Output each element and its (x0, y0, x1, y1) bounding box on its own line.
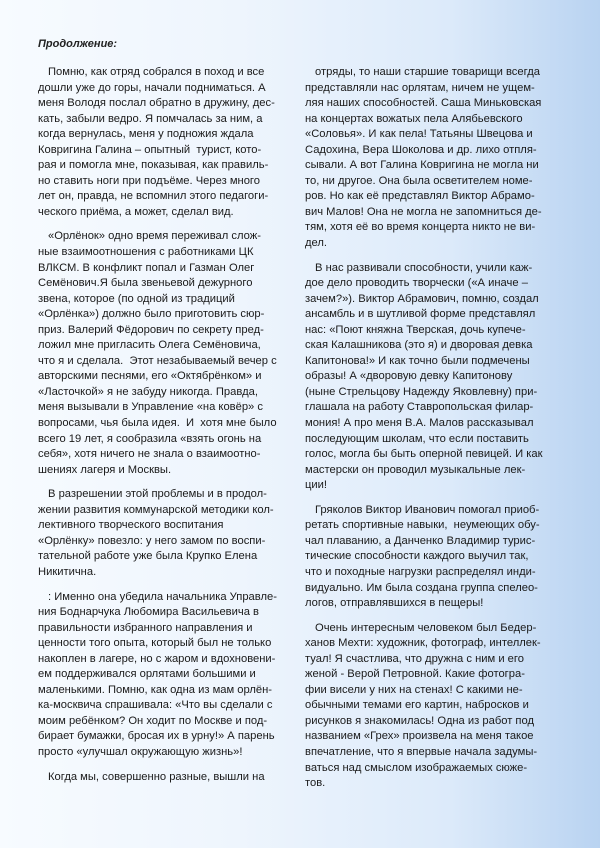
text-line: отряды, то наши старшие товарищи всегда (315, 66, 540, 78)
text-line: тические способности каждого выучил так, (305, 550, 529, 563)
text-line: фии висели у них на стенах! С какими не- (305, 683, 523, 696)
text-line: Никитична. (38, 565, 97, 578)
text-line: Капитонова!» И как точно были подмечены (305, 354, 530, 367)
text-line: ханов Мехти: художник, фотограф, интеллек- (305, 637, 541, 650)
text-line: Гряколов Виктор Иванович помогал приоб- (315, 503, 540, 516)
text-line: маленькими. Помню, как одна из мам орлён- (38, 683, 273, 696)
text-line: ВЛКСМ. В конфликт попал и Газман Олег (38, 261, 255, 274)
text-line: сывали. А вот Галина Ковригина не могла ни (305, 159, 539, 172)
text-line: дошли уже до горы, начали подниматься. А (38, 81, 266, 94)
text-line: глашала на работу Ставропольская филар- (305, 401, 534, 414)
text-line: дел. (305, 237, 328, 250)
text-line: ров. Но как её представлял Виктор Абрамо- (305, 190, 535, 203)
text-line: что я и сделала. Этот незабываемый вечер с (38, 354, 277, 367)
text-line: ценности того опыта, который был не только (38, 637, 272, 650)
text-line: просто «улучшал окружающую жизнь»! (38, 745, 243, 758)
paragraph (38, 487, 296, 580)
text-line: ляя наших способностей. Саша Миньковская (305, 97, 542, 110)
text-line: накоплен в лагере, но с жаром и вдохновени- (38, 652, 276, 665)
text-line: В нас развивали способности, учили каж- (315, 261, 533, 274)
text-line: логов, отправлявшихся в пещеры! (305, 597, 484, 610)
text-line: что и походные нагрузки распределял инди- (305, 565, 536, 578)
text-line: зачем?»). Виктор Абрамович, помню, создал (305, 292, 539, 305)
text-line: Очень интересным человеком был Бедер- (315, 621, 537, 634)
paragraph (38, 65, 296, 220)
paragraph (305, 503, 567, 612)
text-line: Когда мы, совершенно разные, вышли на (48, 770, 265, 783)
text-line: себя», хотя ничего не знала о взаимоотно- (38, 448, 261, 461)
text-line: Садохина, Вера Шоколова и др. лихо отпля- (305, 143, 537, 156)
text-line: меня Володя послал обратно в дружину, дес- (38, 97, 275, 110)
text-line: приз. Валерий Фёдорович по секрету пред- (38, 323, 264, 336)
right-column (305, 65, 567, 792)
text-line: когда вернулась, меня у подножия ждала (38, 128, 254, 141)
left-column (38, 65, 296, 785)
text-line: тям, хотя её во время концерта никто не ви- (305, 221, 536, 234)
text-line: последующим школам, что если поставить (305, 432, 529, 445)
text-line: авторскими песнями, его «Октябрёнком» и (38, 370, 262, 383)
text-line: (ныне Стрельцову Надежду Яковлевну) при- (305, 385, 538, 398)
paragraph (305, 65, 567, 252)
text-line: лет он, правда, не вспомнил этого педагоги- (38, 190, 269, 203)
paragraph (38, 590, 296, 761)
text-line: «Орлёнка») должно было приготовить сюр- (38, 308, 265, 321)
paragraph (38, 229, 296, 478)
continuation-heading: Продолжение: (38, 38, 118, 50)
text-line: женой - Верой Петровной. Какие фотогра- (305, 668, 525, 681)
text-line: «Ласточкой» я не забуду никогда. Правда, (38, 385, 259, 398)
text-line: ложил мне пригласить Олега Семёновича, (38, 339, 261, 352)
text-line: «Соловья». И как пела! Татьяны Швецова и (305, 128, 533, 141)
text-line: рисунков я знакомилась! Одна из работ под (305, 714, 534, 727)
text-line: всего 19 лет, я сообразила «взять огонь на (38, 432, 262, 445)
text-line: голос, могла бы быть оперной певицей. И как (305, 448, 543, 461)
text-line: вопросами, чья была идея. И хотя мне было (38, 417, 277, 430)
text-line: ка-москвича спрашивала: «Что вы сделали с (38, 699, 273, 712)
paragraph (38, 770, 296, 786)
text-line: то, ни другое. Она была осветителем номе- (305, 174, 533, 187)
text-line: образы! А «дворовую девку Капитонову (305, 370, 513, 383)
text-line: мония! А про меня В.А. Малов рассказывал (305, 417, 534, 430)
text-line: впечатление, что я впервые начала задумы- (305, 745, 538, 758)
paragraph (305, 621, 567, 792)
text-line: тов. (305, 777, 326, 790)
text-line: представляли нас орлятам, ничем не ущем- (305, 81, 535, 94)
text-line: ская Калашникова (это я) и дворовая девка (305, 339, 533, 352)
text-line: ем поддерживался орлятами большими и (38, 668, 256, 681)
paragraph (305, 261, 567, 494)
text-line: ческого приёма, а может, сделал вид. (38, 205, 234, 218)
text-line: ретать спортивные навыки, неумеющих обу- (305, 519, 540, 532)
text-line: Семёнович.Я была звеньевой дежурного (38, 277, 253, 290)
text-line: звена, которое (по одной из традиций (38, 292, 235, 305)
text-line: чал плаванию, а Данченко Владимир турис- (305, 534, 536, 547)
text-line: : Именно она убедила начальника Управле- (48, 590, 277, 603)
text-line: Ковригина Галина – опытный турист, кото- (38, 143, 262, 156)
text-line: ния Боднарчука Любомира Васильевича в (38, 606, 259, 619)
text-line: туал! Я счастлива, что дружна с ним и его (305, 652, 524, 665)
text-line: кать, забыли ведро. Я помчалась за ним, а (38, 112, 263, 125)
text-line: моим ребёнком? Он ходит по Москве и под- (38, 714, 268, 727)
text-line: нас: «Поют княжна Тверская, дочь купече- (305, 323, 526, 336)
text-line: лективного творческого воспитания (38, 519, 224, 532)
text-line: бирает бумажки, бросая их в урну!» А парень (38, 730, 275, 743)
text-line: «Орлёнок» одно время переживал слож- (48, 230, 261, 243)
text-line: но ставить ноги при подъёме. Через много (38, 174, 260, 187)
text-line: ансамбль и в шутливой форме представлял (305, 308, 536, 321)
text-line: меня вызывали в Управление «на ковёр» с (38, 401, 263, 414)
text-line: В разрешении этой проблемы и в продол- (48, 488, 267, 501)
text-line: на концертах вожатых пела Алябьевского (305, 112, 523, 125)
text-line: ции! (305, 479, 328, 492)
text-line: тательной работе уже была Крупко Елена (38, 550, 258, 563)
text-line: мастерски он проводил музыкальные лек- (305, 463, 526, 476)
text-line: дое дело проводить творчески («А иначе – (305, 277, 528, 290)
text-line: Помню, как отряд собрался в поход и все (48, 66, 265, 78)
text-line: вич Малов! Она не могла не запомниться де- (305, 205, 542, 218)
text-line: правильности избранного направления и (38, 621, 253, 634)
text-line: названием «Грех» произвела на меня такое (305, 730, 534, 743)
text-line: видуально. Им была создана группа спелео- (305, 581, 538, 594)
text-line: ваться над смыслом изображаемых сюже- (305, 761, 528, 774)
text-line: рая и помогла мне, показывая, как правиль- (38, 159, 269, 172)
text-line: жении развития коммунарской методики кол- (38, 503, 274, 516)
text-line: «Орлёнку» повезло: у него замом по воспи- (38, 534, 266, 547)
text-line: обычными темами его картин, набросков и (305, 699, 529, 712)
text-line: ные взаимоотношения с работниками ЦК (38, 246, 254, 259)
text-line: шениях лагеря и Москвы. (38, 463, 172, 476)
